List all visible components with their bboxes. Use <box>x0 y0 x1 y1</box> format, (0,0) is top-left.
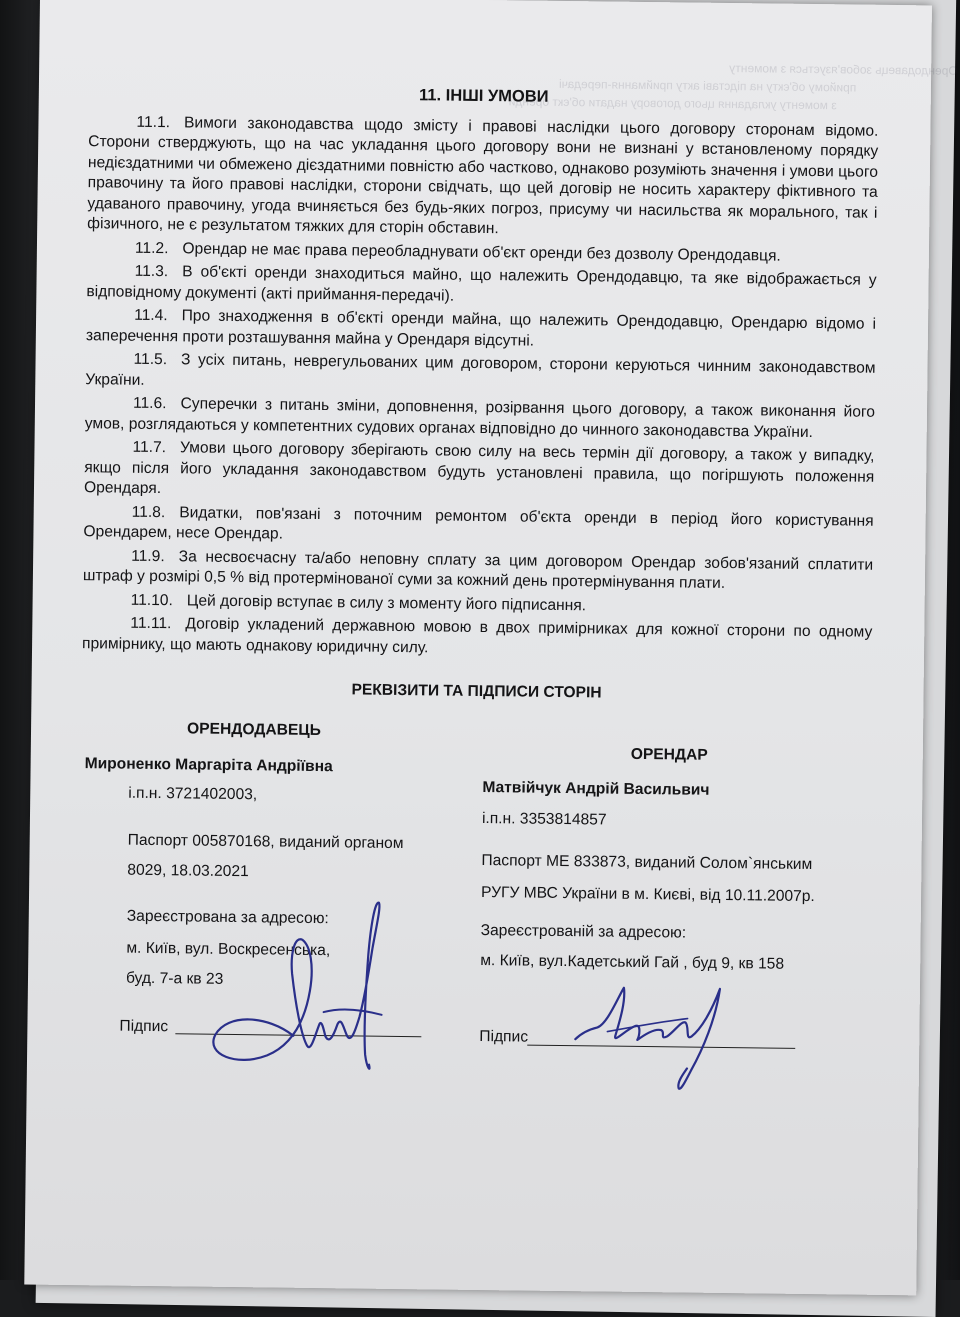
document-page <box>24 0 958 1295</box>
clause-11-8 <box>83 502 873 553</box>
clause-text: Вимоги законодавства щодо змісту і правові наслідки цього договору сторонам відомо. Сторони стверджують, що на час укладання цього договору вони не визнані у встановленому порядку недієздатними чи обмежено дієздатними повністю або частково, однаково розуміють значення і умови цього правочину та його правові наслідки, сторони свідчать, що цей договір не носить характеру фіктивного та удаваного правочину, угода вчиняється без будь-яких погроз, присуму чи насильства як морального, так і фізичного, не є результатом тяжких для сторін обставин. <box>87 113 879 238</box>
clause-number: 11.5. <box>133 350 168 369</box>
clause-number: 11.7. <box>132 438 167 457</box>
lessor-address-label: Зареєстрована за адресою: <box>126 907 329 928</box>
clause-text: В об'єкті оренди знаходиться майно, що належить Орендодавцю, та яке відображається у відповідному документі (акті приймання-передачі). <box>86 263 877 305</box>
clause-11-1 <box>87 112 878 245</box>
clause-text: Суперечки з питань зміни, доповнення, розірвання цього договору, а також виконання його умов, розглядаються у компетентних судових органах відповідно до чинного законодавства України. <box>84 395 876 441</box>
document-content <box>82 81 879 1046</box>
lessor-address-building: буд. 7-а кв 23 <box>125 969 224 988</box>
lessee-role: ОРЕНДАР <box>630 745 708 764</box>
lessee-address: м. Київ, вул.Кадетський Гай , буд 9, кв 158 <box>480 952 785 973</box>
lessor-passport: Паспорт 005870168, виданий органом <box>127 831 404 853</box>
ghost-line: з моменту укладання цього договору надати об'єкт оренди <box>508 94 837 113</box>
clause-text: Умови цього договору зберігають свою силу на весь термін дії договору, а також у випадку, якщо після його укладання законодавством будуть установлені правила, що погіршують положення Орендаря. <box>83 439 875 498</box>
lessor-signature-drawing <box>197 895 399 1077</box>
clause-text: Видатки, пов'язані з поточним ремонтом об'єкта оренди в період його користування Орендарем, несе Орендар. <box>83 503 874 543</box>
clause-text: Цей договір вступає в силу з моменту його підписання. <box>186 591 587 614</box>
ghost-line: прийому об'єкту на підставі акту приймання-передачі <box>558 76 857 95</box>
lessor-block <box>84 718 489 1036</box>
lessee-passport-issuer: РУГУ МВС України в м. Києві, від 10.11.2007р. <box>480 884 815 906</box>
clause-11-6 <box>85 393 875 444</box>
lessor-passport-issuer: 8029, 18.03.2021 <box>127 861 249 881</box>
clause-number: 11.10. <box>130 591 173 609</box>
clause-number: 11.9. <box>131 547 165 565</box>
lessor-tax-id: і.п.н. 3721402003, <box>128 784 258 804</box>
lessee-signature-label: Підпис <box>479 1027 529 1046</box>
clause-number: 11.4. <box>134 306 168 325</box>
clause-number: 11.11. <box>130 614 172 633</box>
lessor-role: ОРЕНДОДАВЕЦЬ <box>186 720 322 740</box>
clause-number: 11.1. <box>136 113 171 131</box>
ghost-line: Орендодавець зобов'язується з моменту <box>729 60 958 78</box>
lessee-passport: Паспорт МЕ 833873, виданий Солом`янським <box>481 852 813 874</box>
section-title: 11. ІНШІ УМОВИ <box>418 86 549 106</box>
clause-text: Договір укладений державною мовою в двох примірниках для кожної сторони по одному примірнику, що мають однакову юридичну силу. <box>82 615 873 656</box>
clause-text: З усіх питань, неврегульованих цим договором, сторони керуються чинним законодавством України. <box>85 351 876 389</box>
clause-11-3 <box>86 261 876 312</box>
clause-11-7 <box>84 437 875 508</box>
clause-number: 11.8. <box>131 503 166 521</box>
clause-11-4 <box>86 305 876 356</box>
lessor-address-street: м. Київ, вул. Воскресенська, <box>126 939 331 960</box>
clause-text: Орендар не має права переобладнувати об'єкт оренди без дозволу Орендодавця. <box>182 239 781 265</box>
clause-number: 11.3. <box>134 262 169 281</box>
clause-text: За несвоєчасну та/або неповну сплату за цим договором Орендар зобов'язаний сплатити штраф у розмірі 0,5 % від протермінованої суми за кожний день протермінування плати. <box>82 547 874 592</box>
lessee-address-label: Зареєстрованій за адресою: <box>480 922 687 942</box>
clause-11-5 <box>85 349 875 400</box>
clause-text: Про знаходження в об'єкті оренди майна, що належить Орендодавцю, Орендарю відомо і заперечення проти розташування майна у Орендаря відсутні. <box>85 307 877 350</box>
lessee-name: Матвійчук Андрій Васильвич <box>482 779 710 799</box>
clause-11-9 <box>83 546 873 597</box>
lessee-signature-drawing <box>567 977 738 1099</box>
clause-number: 11.6. <box>132 394 167 413</box>
clause-11-11 <box>82 613 872 664</box>
lessee-tax-id: і.п.н. 3353814857 <box>481 810 607 829</box>
clause-number: 11.2. <box>134 239 169 257</box>
requisites-title: РЕКВІЗИТИ ТА ПІДПИСИ СТОРІН <box>351 681 602 702</box>
lessor-name: Мироненко Маргаріта Андріївна <box>84 755 333 776</box>
lessee-block <box>479 722 873 1046</box>
lessor-signature-label: Підпис <box>119 1017 169 1036</box>
